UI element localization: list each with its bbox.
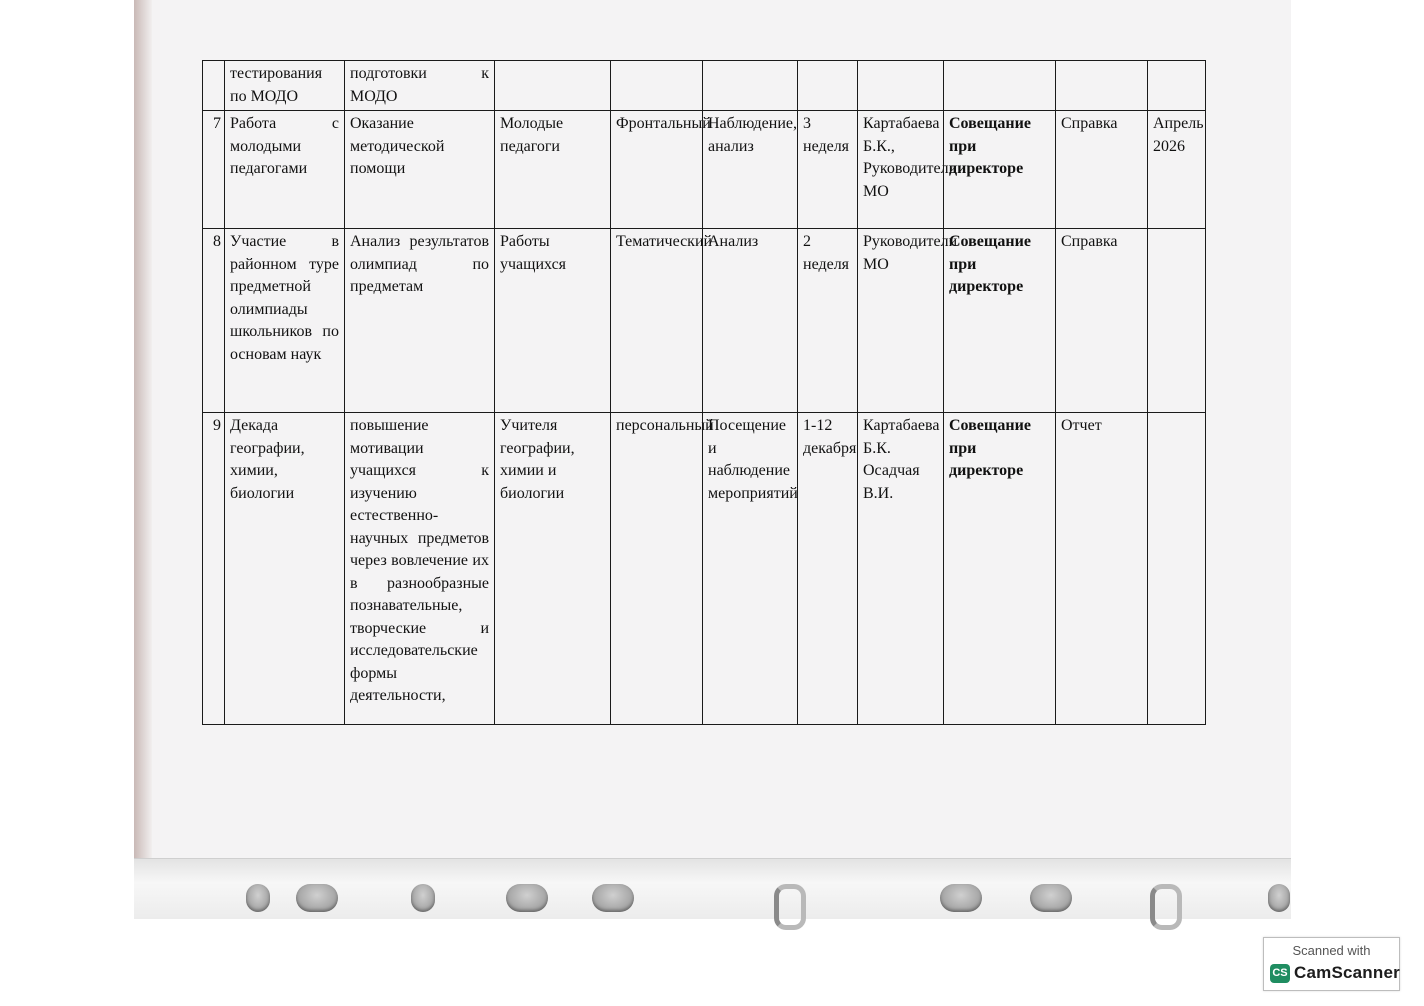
- punch-hole: [1030, 884, 1072, 912]
- control-plan-table: [202, 60, 1206, 725]
- review-cell: Совещание при директоре: [944, 229, 1056, 413]
- punch-hole: [411, 884, 435, 912]
- period-cell: 1-12 декабря: [798, 413, 858, 725]
- activity-cell: Участие в районном туре предметной олимпиады школьников по основам наук: [225, 229, 345, 413]
- method-cell: [703, 61, 798, 111]
- punch-hole: [506, 884, 548, 912]
- punch-hole: [296, 884, 338, 912]
- table-row: [203, 111, 1206, 229]
- responsible-cell: [858, 61, 944, 111]
- punch-hole: [592, 884, 634, 912]
- punch-hole: [1268, 884, 1290, 912]
- date-cell: Апрель 2026: [1148, 111, 1206, 229]
- row-number: 9: [203, 413, 225, 725]
- row-number: 7: [203, 111, 225, 229]
- period-cell: 3 неделя: [798, 111, 858, 229]
- goal-cell: Анализ результатов олимпиад по предметам: [345, 229, 495, 413]
- activity-cell: Декада географии, химии, биологии: [225, 413, 345, 725]
- row-number: [203, 61, 225, 111]
- responsible-cell: Руководители МО: [858, 229, 944, 413]
- goal-cell: повышение мотивации учащихся к изучению естественно-научных предметов через вовлечение их в разнообразные познавательные, творческие и исследовательские формы деятельности,: [345, 413, 495, 725]
- binder-ring: [774, 884, 806, 930]
- result-cell: Справка: [1056, 229, 1148, 413]
- result-cell: Справка: [1056, 111, 1148, 229]
- review-cell: [944, 61, 1056, 111]
- result-cell: [1056, 61, 1148, 111]
- control-type-cell: Тематический: [611, 229, 703, 413]
- object-cell: Учителя географии, химии и биологии: [495, 413, 611, 725]
- object-cell: Молодые педагоги: [495, 111, 611, 229]
- watermark-app-name: CamScanner: [1294, 963, 1400, 982]
- responsible-cell: Картабаева Б.К., Руководители МО: [858, 111, 944, 229]
- punch-hole: [246, 884, 270, 912]
- camscanner-watermark: [1263, 937, 1400, 991]
- period-cell: [798, 61, 858, 111]
- activity-cell: тестирования по МОДО: [225, 61, 345, 111]
- date-cell: [1148, 61, 1206, 111]
- result-cell: Отчет: [1056, 413, 1148, 725]
- goal-cell: подготовки к МОДО: [345, 61, 495, 111]
- responsible-cell: Картабаева Б.К. Осадчая В.И.: [858, 413, 944, 725]
- method-cell: Анализ: [703, 229, 798, 413]
- table-row: [203, 61, 1206, 111]
- control-type-cell: [611, 61, 703, 111]
- row-number: 8: [203, 229, 225, 413]
- table-row: [203, 413, 1206, 725]
- review-cell: Совещание при директоре: [944, 413, 1056, 725]
- control-type-cell: Фронтальный: [611, 111, 703, 229]
- period-cell: 2 неделя: [798, 229, 858, 413]
- camscanner-logo-icon: CS: [1270, 964, 1290, 983]
- binder-ring: [1150, 884, 1182, 930]
- punch-hole: [940, 884, 982, 912]
- object-cell: Работы учащихся: [495, 229, 611, 413]
- control-type-cell: персональный: [611, 413, 703, 725]
- goal-cell: Оказание методической помощи: [345, 111, 495, 229]
- date-cell: [1148, 229, 1206, 413]
- method-cell: Посещение и наблюдение мероприятий: [703, 413, 798, 725]
- watermark-caption: Scanned with: [1292, 943, 1371, 958]
- page-edge-shadow: [134, 0, 152, 918]
- date-cell: [1148, 413, 1206, 725]
- method-cell: Наблюдение, анализ: [703, 111, 798, 229]
- object-cell: [495, 61, 611, 111]
- activity-cell: Работа с молодыми педагогами: [225, 111, 345, 229]
- review-cell: Совещание при директоре: [944, 111, 1056, 229]
- table-row: [203, 229, 1206, 413]
